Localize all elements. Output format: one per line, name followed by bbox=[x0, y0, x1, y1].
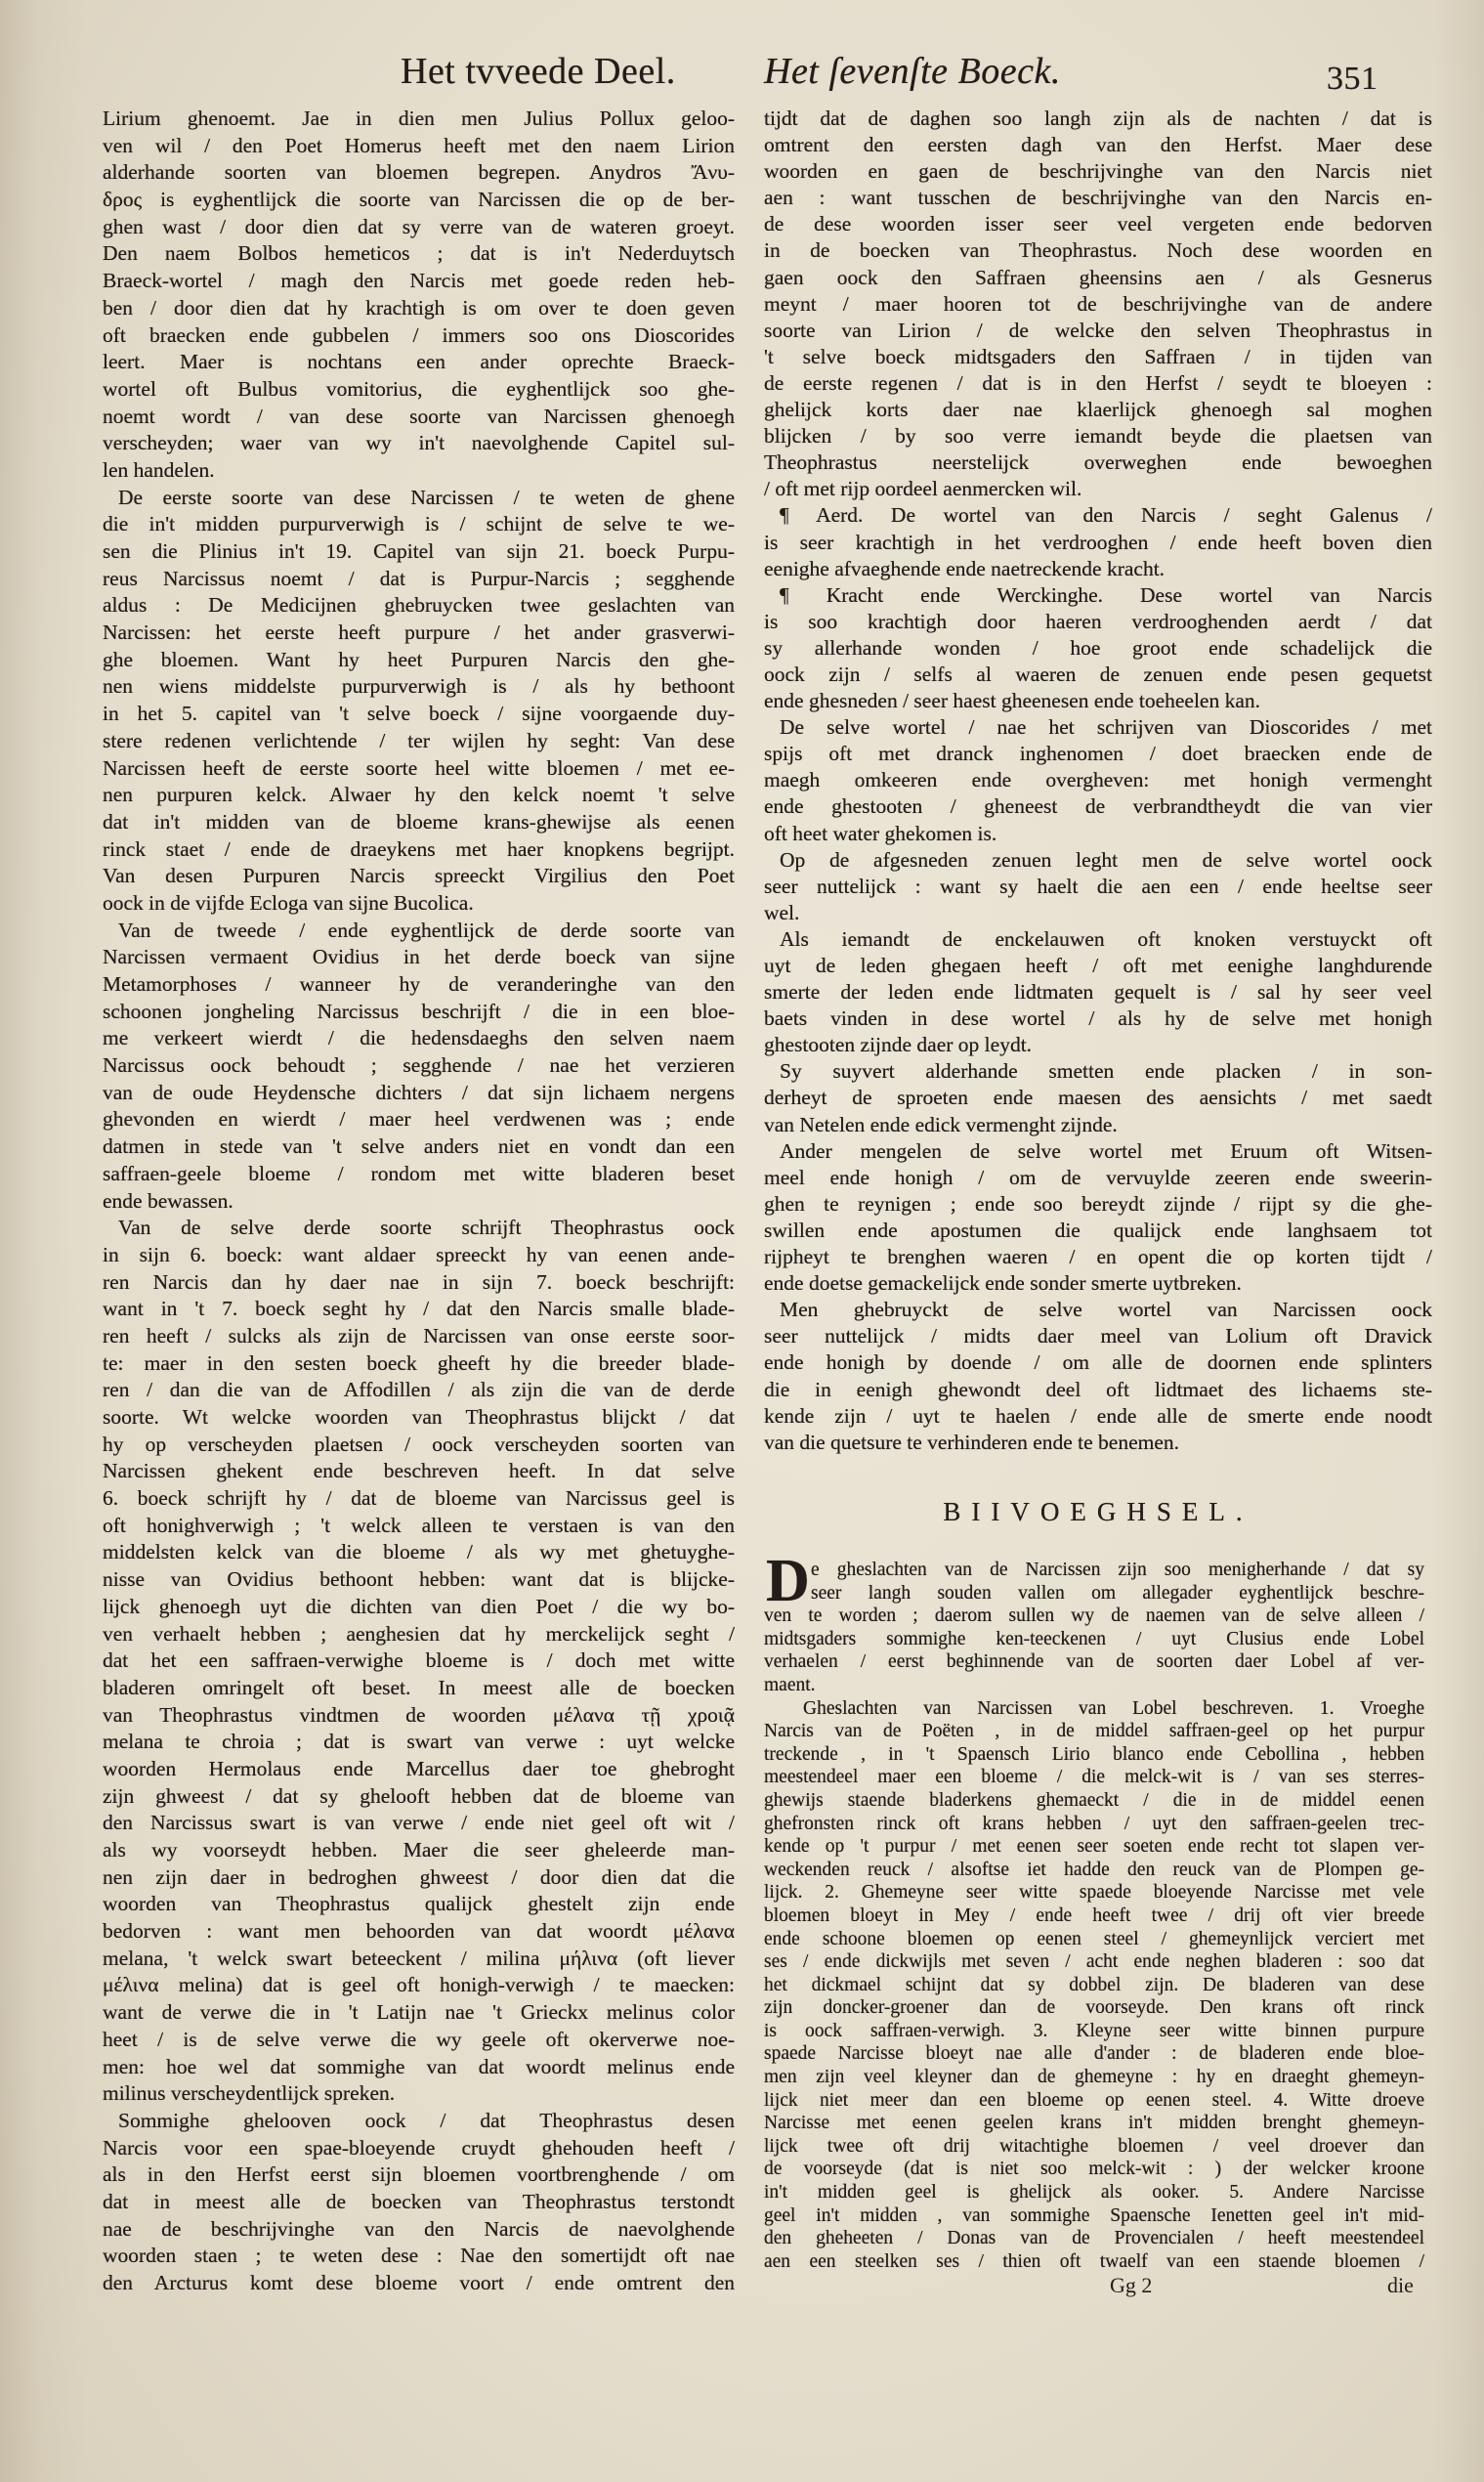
text-line: als in den Herfst eerst sijn bloemen voortbrenghende / om bbox=[103, 2162, 735, 2187]
text-line: melana, 't welck swart beteeckent / milina μήλινα (oft liever bbox=[103, 1946, 735, 1970]
text-line: lijck twee oft drij witachtighe bloemen / veel droever dan bbox=[764, 2135, 1424, 2157]
text-line: verscheyden; waer van wy in't naevolghende Capitel sul- bbox=[103, 431, 735, 455]
text-line: geel in't midden , van sommighe Spaensche Ienetten geel in't mid- bbox=[764, 2204, 1424, 2226]
text-line: hy op verscheyden plaetsen / oock verscheyden soorten van bbox=[103, 1432, 735, 1456]
text-line: die in eenigh ghewondt deel oft lidtmaet des lichaems ste- bbox=[764, 1377, 1432, 1401]
text-line: lijck niet meer dan een bloeme op eenen steel. 4. Witte droeve bbox=[764, 2089, 1424, 2111]
text-line: ghestooten zijnde daer op leydt. bbox=[764, 1033, 1033, 1057]
text-line: van de oude Heydensche dichters / dat sijn lichaem nergens bbox=[103, 1080, 735, 1104]
text-line: kende zijn / uyt te haelen / ende alle de smerte ende noodt bbox=[764, 1403, 1432, 1428]
text-line: aldus : De Medicijnen ghebruycken twee geslachten van bbox=[103, 593, 735, 618]
text-line: Van de tweede / ende eyghentlijck de derde soorte van bbox=[118, 918, 735, 942]
text-line: alderhande soorten van bloemen begrepen. Anydros Ἄνυ- bbox=[103, 160, 735, 185]
text-line: e gheslachten van de Narcissen zijn soo menigherhande / dat sy bbox=[811, 1560, 1424, 1580]
text-line: heet / is de selve verwe die wy geele oft okerverwe noe- bbox=[103, 2027, 735, 2051]
text-line: meestendeel maer een bloeme / die melck-wit is / van ses sterres- bbox=[764, 1767, 1424, 1788]
text-line: blijcken / by soo verre iemandt beyde die plaetsen van bbox=[764, 424, 1432, 449]
paragraph bbox=[764, 847, 1432, 926]
text-line: Sommighe ghelooven oock / dat Theophrastus desen bbox=[118, 2108, 735, 2132]
text-line: ende doetse gemackelijck ende sonder smerte uytbreken. bbox=[764, 1271, 1242, 1296]
text-line: middelsten kelck van die bloeme / als wy met ghetuyghe- bbox=[103, 1540, 735, 1564]
text-line: den gheheeten / Donas van de Provencialen / heeft meestendeel bbox=[764, 2228, 1424, 2249]
text-line: soorte van Lirion / de welcke den selven Theophrastus in bbox=[764, 318, 1432, 342]
text-line: het dickmael schijnt dat sy dobbel zijn. De bladeren van dese bbox=[764, 1974, 1424, 1995]
text-line: ghen wast / door dien dat sy verre van de wateren groeyt. bbox=[103, 214, 735, 238]
text-line: soorte. Wt welcke woorden van Theophrastus blijckt / dat bbox=[103, 1405, 735, 1429]
text-line: milinus verscheydentlijck spreken. bbox=[103, 2081, 396, 2106]
text-line: Narcissus oock behoudt ; segghende / nae het verzieren bbox=[103, 1053, 735, 1078]
paragraph bbox=[103, 918, 735, 1216]
text-line: schoonen jongheling Narcissus beschrijft / die in een bloe- bbox=[103, 999, 735, 1023]
text-line: Lirium ghenoemt. Jae in dien men Julius Pollux geloo- bbox=[103, 107, 735, 130]
text-line: woorden Hermolaus ende Marcellus daer toe ghebroght bbox=[103, 1756, 735, 1780]
text-line: Braeck-wortel / magh den Narcis met goede reden heb- bbox=[103, 269, 735, 293]
text-line: verhaelen / eerst beghinnende van de soorten daer Lobel af ver- bbox=[764, 1651, 1424, 1673]
text-line: 6. boeck schrijft hy / dat de bloeme van Narcissus geel is bbox=[103, 1486, 735, 1511]
text-line: seer nuttelijck / midts daer meel van Lolium oft Dravick bbox=[764, 1324, 1432, 1348]
text-line: eenighe afvaeghende ende naetreckende kracht. bbox=[764, 556, 1166, 580]
text-line: Narcissen heeft de eerste soorte heel witte bloemen / met ee- bbox=[103, 755, 735, 780]
text-line: tijdt dat de daghen soo langh zijn als de nachten / dat is bbox=[764, 107, 1432, 130]
text-line: wel. bbox=[764, 900, 800, 924]
text-line: / oft met rijp oordeel aenmercken wil. bbox=[764, 477, 1082, 501]
text-line: ghefronsten rinck oft krans hebben / uyt den saffraen-geelen trec- bbox=[764, 1813, 1424, 1834]
text-line: ¶ Aerd. De wortel van den Narcis / seght Galenus / bbox=[780, 503, 1432, 528]
text-line: ses / ende dickwijls met seven / acht ende neghen bladeren : soo dat bbox=[764, 1951, 1424, 1973]
text-line: ende bewassen. bbox=[103, 1188, 233, 1213]
text-line: kende op 't purpur / met eenen seer soeten ende recht tot slapen ver- bbox=[764, 1836, 1424, 1858]
text-line: sy allerhande wonden / hoe groot ende schadelijck die bbox=[764, 635, 1432, 660]
text-line: treckende , in 't Spaensch Lirio blanco ende Cebollina , hebben bbox=[764, 1743, 1424, 1765]
text-line: oock in de vijfde Ecloga van sijne Bucolica. bbox=[103, 890, 474, 915]
text-line: seer langh souden vallen om allegader eyghentlijck beschre- bbox=[811, 1582, 1424, 1604]
text-line: dat in meest alle de boecken van Theophrastus terstondt bbox=[103, 2189, 735, 2213]
text-line: ghen te reynigen ; ende soo bereydt zijnde / rijpt sy die ghe- bbox=[764, 1191, 1432, 1216]
text-line: de eerste regenen / dat is in den Herfst / seydt te bloeyen : bbox=[764, 370, 1432, 395]
text-line: Ander mengelen de selve wortel met Eruum oft Witsen- bbox=[780, 1138, 1432, 1163]
text-line: oft heet water ghekomen is. bbox=[764, 821, 997, 845]
paragraph bbox=[764, 926, 1432, 1058]
text-line: spaede Narcisse bloeyt nae alle d'ander : de bladeren ende bloe- bbox=[764, 2043, 1424, 2065]
text-line: ven te worden ; daerom sullen wy de naemen van de selve alleen / bbox=[764, 1605, 1424, 1627]
text-line: woorden en gaen de beschrijvinghe van den Narcis niet bbox=[764, 159, 1432, 184]
text-line: oock zijn / selfs al waeren de zenuen ende pesen gequetst bbox=[764, 662, 1432, 686]
text-line: Van de selve derde soorte schrijft Theophrastus oock bbox=[118, 1216, 735, 1240]
text-line: de voorseyde (dat is niet soo melck-wit : ) der welcker kroone bbox=[764, 2159, 1424, 2180]
paragraph bbox=[764, 106, 1432, 502]
text-line: in sijn 6. boeck: want aldaer spreeckt hy van eenen ande- bbox=[103, 1242, 735, 1266]
text-line: baets vinden in dese wortel / als hy de selve met honigh bbox=[764, 1006, 1432, 1031]
left-text-column bbox=[103, 106, 735, 2297]
text-line: smerte der leden ende lidtmaten gequelt is / sal hy seer veel bbox=[764, 980, 1432, 1005]
text-line: len handelen. bbox=[103, 457, 215, 482]
text-line: bedorven : want men behoorden van dat woordt μέλανα bbox=[103, 1919, 735, 1944]
text-line: oft braecken ende gubbelen / immers soo ons Dioscorides bbox=[103, 322, 735, 347]
text-line: swillen ende apostumen die qualijck ende langhsaem tot bbox=[764, 1218, 1432, 1242]
text-line: weckenden reuck / alsoftse iet hadde den reuck van de Plompen ge- bbox=[764, 1859, 1424, 1880]
text-line: ven wil / den Poet Homerus heeft met den naem Lirion bbox=[103, 133, 735, 157]
text-line: bloemen bloeyt in Mey / ende heeft twee / drij oft vier breede bbox=[764, 1904, 1424, 1926]
text-line: ghelijck korts daer nae klaerlijck ghenoegh sal moghen bbox=[764, 398, 1432, 422]
text-line: dat het een saffraen-verwighe bloeme is / doch met witte bbox=[103, 1648, 735, 1673]
text-line: sen die Plinius in't 19. Capitel van sijn 21. boeck Purpu- bbox=[103, 539, 735, 563]
text-line: als wy voorseydt hebben. Maer die seer gheleerde man- bbox=[103, 1838, 735, 1862]
text-line: want de verwe die in 't Latijn nae 't Grieckx melinus color bbox=[103, 2000, 735, 2025]
paragraph bbox=[764, 1697, 1424, 2274]
text-line: Theophrastus neerstelijck overweghen ende bewoeghen bbox=[764, 450, 1432, 475]
text-line: den Arcturus komt dese bloeme voort / ende omtrent den bbox=[103, 2271, 735, 2294]
text-line: woorden van Theophrastus qualijck ghestelt zijn ende bbox=[103, 1892, 735, 1916]
text-line: ben / door dien dat hy krachtigh is om over te doen geven bbox=[103, 295, 735, 320]
text-line: ren / dan die van de Affodillen / als zijn die van de derde bbox=[103, 1378, 735, 1402]
text-line: woorden staen ; te weten dese : Nae den somertijdt oft nae bbox=[103, 2244, 735, 2268]
paragraph bbox=[103, 106, 735, 485]
text-line: ghe bloemen. Want hy heet Purpuren Narcis den ghe- bbox=[103, 647, 735, 671]
text-line: van Theophrastus vindtmen de woorden μέλανα τῇ χροιᾷ bbox=[103, 1702, 735, 1727]
text-line: spijs oft met dranck inghenomen / doet braecken ende de bbox=[764, 742, 1432, 766]
text-line: reus Narcissus noemt / dat is Purpur-Narcis ; segghende bbox=[103, 566, 735, 590]
supplement-heading: BIIVOEGHSEL. bbox=[943, 1497, 1253, 1526]
text-line: maent. bbox=[764, 1674, 816, 1695]
text-line: ¶ Kracht ende Werckinghe. Dese wortel van Narcis bbox=[780, 582, 1432, 607]
running-head-book: Het ſevenſte Boeck. bbox=[764, 51, 1061, 92]
text-line: ende ghestooten / gheneest de verbrandtheydt die van vier bbox=[764, 794, 1432, 819]
text-line: Den naem Bolbos hemeticos ; dat is in't Nederduytsch bbox=[103, 241, 735, 266]
text-line: is soo krachtigh door haeren verdrooghenden aerdt / dat bbox=[764, 609, 1432, 633]
text-line: zijn doncker-groener dan de voorseyde. Den krans oft rinck bbox=[764, 1997, 1424, 2019]
text-line: Narcissen ghekent ende beschreven heeft. In dat selve bbox=[103, 1459, 735, 1483]
text-line: Narcisse met eenen geelen krans in't midden brenght ghemeyn- bbox=[764, 2113, 1424, 2134]
text-line: ren heeft / sulcks als zijn de Narcissen van onse eerste soor- bbox=[103, 1323, 735, 1348]
text-line: van die quetsure te verhinderen ende te benemen. bbox=[764, 1430, 1180, 1454]
paragraph bbox=[764, 1559, 1424, 1697]
text-line: noemt wordt / van dese soorte van Narcissen ghenoegh bbox=[103, 404, 735, 428]
text-line: omtrent den eersten dagh van den Herfst. Maer dese bbox=[764, 133, 1432, 157]
right-text-column bbox=[764, 106, 1432, 1456]
text-line: melana te chroia ; dat is swart van verwe : uyt welcke bbox=[103, 1730, 735, 1754]
text-line: ghevonden en wierdt / maer heel verdwenen was ; ende bbox=[103, 1107, 735, 1132]
paragraph bbox=[103, 485, 735, 918]
text-line: in het 5. capitel van 't selve boeck / sijne voorgaende duy- bbox=[103, 702, 735, 726]
text-line: die in't midden purpurverwigh is / schijnt de selve te we- bbox=[103, 512, 735, 536]
text-line: want in 't 7. boeck seght hy / dat den Narcis smalle blade- bbox=[103, 1297, 735, 1321]
text-line: midtsgaders sommighe ken-teeckenen / uyt Clusius ende Lobel bbox=[764, 1628, 1424, 1649]
text-line: nen wiens middelste purpurverwigh is / als hy bethoont bbox=[103, 674, 735, 699]
text-line: rijpheyt te brenghen waeren / en opent die op korten tijdt / bbox=[764, 1245, 1432, 1269]
text-line: in de boecken van Theophrastus. Noch dese woorden en bbox=[764, 238, 1432, 263]
text-line: is oock saffraen-verwigh. 3. Kleyne seer witte binnen purpure bbox=[764, 2020, 1424, 2041]
signature-mark: Gg 2 bbox=[1110, 2273, 1153, 2297]
text-line: Gheslachten van Narcissen van Lobel beschreven. 1. Vroeghe bbox=[803, 1697, 1424, 1719]
text-line: nen zijn daer in bedroghen ghweest / door dien dat die bbox=[103, 1864, 735, 1889]
text-line: gaen oock den Saffraen gheensins aen / als Gesnerus bbox=[764, 265, 1432, 289]
text-line: Van desen Purpuren Narcis spreeckt Virgilius den Poet bbox=[103, 864, 735, 888]
text-line: ende schoone bloemen op eenen steel / ghemeynlijck verciert met bbox=[764, 1928, 1424, 1949]
text-line: bladeren omringelt oft beset. In meest alle de boecken bbox=[103, 1675, 735, 1699]
supplement-text bbox=[764, 1559, 1424, 2273]
text-line: wortel oft Bulbus vomitorius, die eyghentlijck soo ghe- bbox=[103, 376, 735, 401]
text-line: lijck ghenoegh uyt die dichten van dien Poet / die wy bo- bbox=[103, 1594, 735, 1618]
text-line: den Narcissus swart is van verwe / ende niet geel oft wit / bbox=[103, 1811, 735, 1835]
text-line: δρος is eyghentlijck die soorte van Narcissen die op de ber- bbox=[103, 188, 735, 212]
text-line: van Netelen ende edick vermenght zijnde. bbox=[764, 1112, 1118, 1136]
text-line: De eerste soorte van dese Narcissen / te weten de ghene bbox=[118, 485, 735, 509]
text-line: De selve wortel / nae het schrijven van Dioscorides / met bbox=[780, 715, 1432, 740]
text-line: maegh omkeeren ende overgheven: met honigh vermenght bbox=[764, 768, 1432, 792]
text-line: lijck. 2. Ghemeyne seer witte spaede bloeyende Narcisse met vele bbox=[764, 1882, 1424, 1904]
drop-cap-initial: D bbox=[766, 1548, 810, 1614]
text-line: meel ende honigh / om de vervuylde zeeren ende sweerin- bbox=[764, 1165, 1432, 1189]
text-line: me verkeert wierdt / die hedensdaeghs den selven naem bbox=[103, 1026, 735, 1050]
text-line: oft honighverwigh ; 't welck alleen te verstaen is van den bbox=[103, 1513, 735, 1537]
text-line: men zijn veel kleyner dan de ghemeyne : hy en draeght ghemeyn- bbox=[764, 2067, 1424, 2088]
catchword: die bbox=[1387, 2273, 1414, 2297]
text-line: Narcis voor een spae-bloeyende cruydt ghehouden heeft / bbox=[103, 2135, 735, 2160]
running-head-part: Het tvveede Deel. bbox=[401, 51, 676, 92]
text-line: Narcissen vermaent Ovidius in het derde boeck van sijne bbox=[103, 945, 735, 969]
text-line: te: maer in den sesten boeck gheeft hy die breeder blade- bbox=[103, 1350, 735, 1375]
paragraph bbox=[764, 502, 1432, 581]
text-line: Narcissen: het eerste heeft purpure / het ander grasverwi- bbox=[103, 620, 735, 645]
text-line: μέλινα melina) dat is geel oft honigh-verwigh / te maecken: bbox=[103, 1973, 735, 1997]
text-line: ven verhaelt hebben ; aenghesien dat hy merckelijck seght / bbox=[103, 1621, 735, 1646]
text-line: dat in't midden van de bloeme krans-ghewijse als eenen bbox=[103, 809, 735, 834]
text-line: 't selve boeck midtsgaders den Saffraen / in tijden van bbox=[764, 344, 1432, 368]
text-line: nen purpuren kelck. Alwaer hy den kelck noemt 't selve bbox=[103, 783, 735, 807]
text-line: nae de beschrijvinghe van den Narcis de naevolghende bbox=[103, 2216, 735, 2241]
text-line: men: hoe wel dat sommighe van dat woordt melinus ende bbox=[103, 2054, 735, 2078]
text-line: Men ghebruyckt de selve wortel van Narcissen oock bbox=[780, 1298, 1432, 1322]
paragraph bbox=[764, 582, 1432, 714]
text-line: nisse van Ovidius bethoont hebben: want dat is blijcke- bbox=[103, 1567, 735, 1592]
text-line: Metamorphoses / wanneer hy de veranderinghe van den bbox=[103, 972, 735, 996]
text-line: Sy suyvert alderhande smetten ende placken / in son- bbox=[780, 1059, 1432, 1084]
text-line: Op de afgesneden zenuen leght men de selve wortel oock bbox=[780, 847, 1432, 872]
text-line: meynt / maer hooren tot de beschrijvinghe van de andere bbox=[764, 291, 1432, 316]
text-line: leert. Maer is nochtans een ander oprechte Braeck- bbox=[103, 350, 735, 374]
text-line: de dese woorden isser seer veel vergeten ende bedorven bbox=[764, 212, 1432, 236]
text-line: derheyt de sproeten ende maesen des aensichts / met saedt bbox=[764, 1086, 1432, 1110]
text-line: in't midden geel is ghelijck als ooker. 5. Andere Narcisse bbox=[764, 2182, 1424, 2204]
text-line: rinck staet / ende de draeykens met haer knopkens begrijpt. bbox=[103, 836, 735, 861]
paragraph bbox=[764, 1058, 1432, 1137]
text-line: uyt de leden ghegaen heeft / oft met eenighe langhdurende bbox=[764, 954, 1432, 977]
page-number: 351 bbox=[1327, 61, 1378, 97]
paragraph bbox=[103, 2108, 735, 2297]
text-line: ghewijs staende bladerkens ghemaeckt / die in de middel eenen bbox=[764, 1789, 1424, 1811]
text-line: stere redenen verlichtende / ter wijlen hy seght: Van dese bbox=[103, 728, 735, 752]
paragraph bbox=[764, 1138, 1432, 1298]
paragraph bbox=[764, 714, 1432, 846]
text-line: seer nuttelijck : want sy haelt die aen een / ende heeltse seer bbox=[764, 874, 1432, 898]
paragraph bbox=[103, 1215, 735, 2108]
text-line: datmen in stede van 't selve anders niet en vondt dan een bbox=[103, 1134, 735, 1159]
text-line: ren Narcis dan hy daer nae in sijn 7. boeck beschrijft: bbox=[103, 1269, 735, 1294]
text-line: Als iemandt de enckelauwen oft knoken verstuyckt oft bbox=[780, 926, 1432, 951]
text-line: aen een steelken ses / thien oft twaelf van een staende bloemen / bbox=[764, 2250, 1424, 2272]
paragraph bbox=[764, 1297, 1432, 1456]
text-line: ende honigh by doende / om alle de doornen ende splinters bbox=[764, 1350, 1432, 1375]
text-line: is seer krachtigh in het verdrooghen / ende heeft boven dien bbox=[764, 530, 1432, 554]
text-line: aen : want tusschen de beschrijvinghe van den Narcis en- bbox=[764, 186, 1432, 210]
text-line: saffraen-geele bloeme / rondom met witte bladeren beset bbox=[103, 1161, 735, 1185]
text-line: Narcis van de Poëten , in de middel saffraen-geel op het purpur bbox=[764, 1721, 1424, 1742]
text-line: ende ghesneden / seer haest gheenesen ende toeheelen kan. bbox=[764, 689, 1261, 713]
text-line: zijn ghweest / dat sy ghelooft hebben dat de bloeme van bbox=[103, 1783, 735, 1808]
